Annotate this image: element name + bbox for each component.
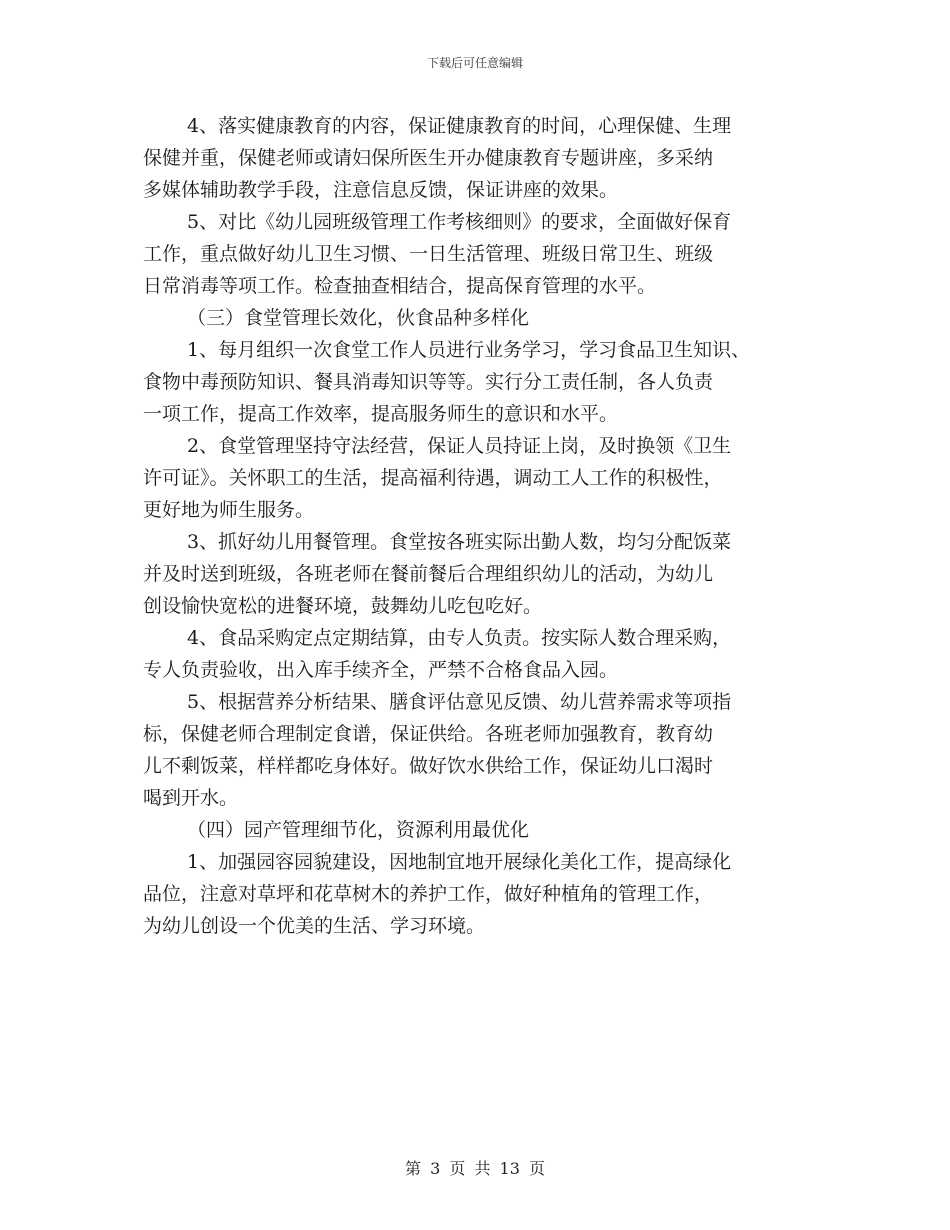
text-line: 4、落实健康教育的内容，保证健康教育的时间，心理保健、生理 (187, 115, 732, 137)
text-line: 许可证》。关怀职工的生活，提高福利待遇，调动工人工作的积极性， (143, 467, 723, 489)
text-line: 品位，注意对草坪和花草树木的养护工作，做好种植角的管理工作， (143, 883, 714, 905)
section-heading: （三）食堂管理长效化，伙食品种多样化 (187, 307, 530, 329)
text-line: 创设愉快宽松的进餐环境，鼓舞幼儿吃包吃好。 (143, 595, 543, 617)
text-line: 保健并重，保健老师或请妇保所医生开办健康教育专题讲座，多采纳 (143, 147, 714, 169)
text-line: 儿不剩饭菜，样样都吃身体好。做好饮水供给工作，保证幼儿口渴时 (143, 755, 714, 777)
text-line: 2、食堂管理坚持守法经营，保证人员持证上岗，及时换领《卫生 (187, 435, 732, 457)
text-line: 标，保健老师合理制定食谱，保证供给。各班老师加强教育，教育幼 (143, 723, 714, 745)
text-line: 5、根据营养分析结果、膳食评估意见反馈、幼儿营养需求等项指 (187, 691, 732, 713)
text-line: 喝到开水。 (143, 787, 239, 809)
text-line: 日常消毒等项工作。检查抽查相结合，提高保育管理的水平。 (143, 275, 657, 297)
text-line: 4、食品采购定点定期结算，由专人负责。按实际人数合理采购， (187, 627, 732, 649)
text-line: 一项工作，提高工作效率，提高服务师生的意识和水平。 (143, 403, 619, 425)
text-line: 并及时送到班级，各班老师在餐前餐后合理组织幼儿的活动，为幼儿 (143, 563, 714, 585)
text-line: 3、抓好幼儿用餐管理。食堂按各班实际出勤人数，均匀分配饭菜 (187, 531, 732, 553)
section-heading: （四）园产管理细节化，资源利用最优化 (187, 819, 530, 841)
page-header: 下载后可任意编辑 (426, 56, 523, 70)
text-line: 食物中毒预防知识、餐具消毒知识等等。实行分工责任制，各人负责 (143, 371, 714, 393)
text-line: 5、对比《幼儿园班级管理工作考核细则》的要求，全面做好保育 (187, 211, 732, 233)
text-line: 多媒体辅助教学手段，注意信息反馈，保证讲座的效果。 (143, 179, 619, 201)
text-line: 更好地为师生服务。 (143, 499, 315, 521)
text-line: 1、每月组织一次食堂工作人员进行业务学习，学习食品卫生知识、 (187, 339, 751, 361)
page-number: 第 3 页 共 13 页 (405, 1159, 545, 1178)
document-body (143, 110, 823, 942)
text-line: 工作，重点做好幼儿卫生习惯、一日生活管理、班级日常卫生、班级 (143, 243, 714, 265)
text-line: 为幼儿创设一个优美的生活、学习环境。 (143, 915, 486, 937)
text-line: 1、加强园容园貌建设，因地制宜地开展绿化美化工作，提高绿化 (187, 851, 732, 873)
text-line: 专人负责验收，出入库手续齐全，严禁不合格食品入园。 (143, 659, 619, 681)
